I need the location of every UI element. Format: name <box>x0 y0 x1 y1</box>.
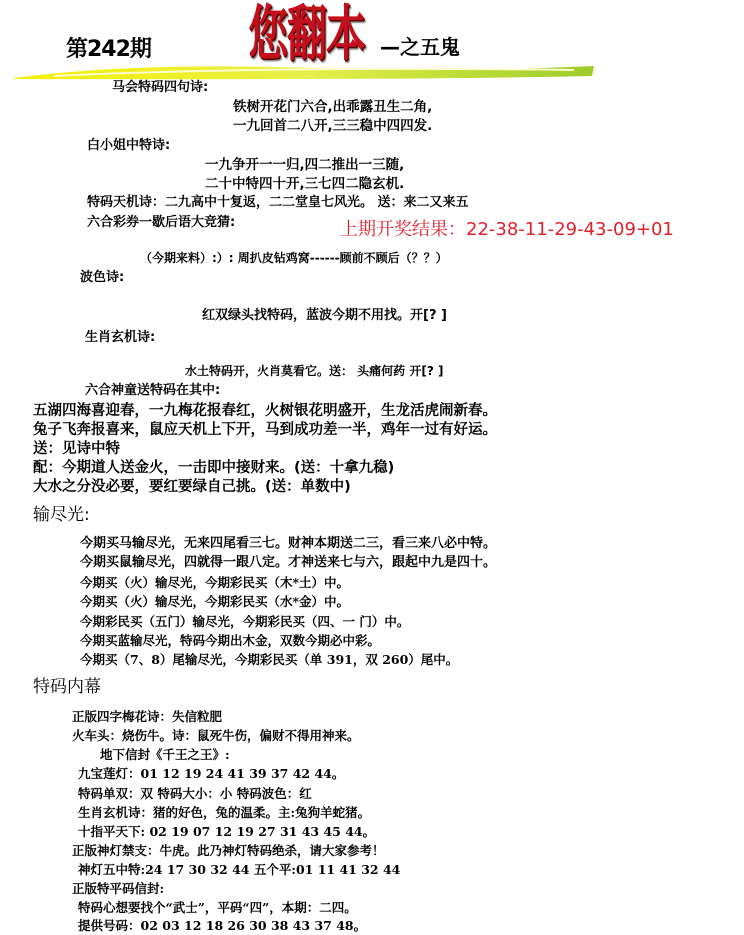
bose-poem: 红双绿头找特码，蓝波今期不用找。开[? ] <box>202 308 447 323</box>
bai-poem-label: 白小姐中特诗: <box>87 138 171 153</box>
page-title: 您翻本 <box>248 0 365 70</box>
shujinguang-line: 今期彩民买（五门）输尽光，今期彩民买（四、一 门）中。 <box>80 614 410 629</box>
neimu-heading: 特码内幕 <box>33 677 101 697</box>
issue-number: 第242期 <box>66 37 151 62</box>
tianji-poem: 特码天机诗：二九高中十复返，二二堂皇七风光。 送：来二又来五 <box>87 195 469 210</box>
shentong-line: 送：见诗中特 <box>33 441 120 457</box>
shengxiao-poem-label: 生肖玄机诗: <box>85 330 156 345</box>
header-swoosh-divider <box>14 60 594 80</box>
neimu-line: 火车头：烧伤牛。诗：鼠死牛伤，偏财不得用神来。 <box>72 728 360 743</box>
neimu-line: 九宝莲灯：01 12 19 24 41 39 37 42 44。 <box>78 766 345 781</box>
bai-poem-line: 二十中特四十开,三七四二隐玄机. <box>205 176 405 192</box>
last-draw-result: 上期开奖结果：22-38-11-29-43-09+01 <box>340 219 674 240</box>
neimu-line: 生肖玄机诗：猪的好色，兔的温柔。主:兔狗羊蛇猪。 <box>78 805 371 820</box>
neimu-line: 神灯五中特:24 17 30 32 44 五个平:01 11 41 32 44 <box>78 862 401 877</box>
shentong-label: 六合神童送特码在其中: <box>85 383 221 398</box>
shentong-line: 大水之分没必要，要红要绿自己挑。(送：单数中) <box>33 479 351 495</box>
shentong-line: 兔子飞奔报喜来，鼠应天机上下开，马到成功差一半，鸡年一过有好运。 <box>33 422 497 438</box>
shengxiao-poem: 水土特码开，火肖莫看它。送： 头痛何药 开[? ] <box>185 364 444 378</box>
shujinguang-line: 今期买蓝输尽光，特码今期出木金，双数今期必中彩。 <box>80 633 381 648</box>
neimu-line: 正版神灯禁支：牛虎。此乃神灯特码绝杀，请大家参考！ <box>72 843 385 858</box>
shujinguang-line: 今期买马输尽光，无来四尾看三七。财神本期送二三，看三来八必中特。 <box>80 536 497 551</box>
shentong-line: 配：今期道人送金火，一击即中接财来。(送：十拿九稳) <box>33 460 395 476</box>
page-subtitle: —之五鬼 <box>380 35 460 59</box>
neimu-line: 地下信封《千王之王》: <box>100 747 230 762</box>
neimu-line: 提供号码：02 03 12 18 26 30 38 43 37 48。 <box>78 918 367 933</box>
shentong-line: 五湖四海喜迎春，一九梅花报春红，火树银花明盛开，生龙活虎闹新春。 <box>33 403 497 419</box>
bose-poem-label: 波色诗: <box>80 270 125 285</box>
mahui-poem-label: 马会特码四句诗: <box>112 80 209 95</box>
neimu-line: 特码单双：双 特码大小：小 特码波色：红 <box>78 786 312 801</box>
neimu-line: 特码心想要找个“武士”，平码“四”，本期：二四。 <box>78 900 357 915</box>
neimu-line: 正版四字梅花诗：失信粒肥 <box>72 709 223 724</box>
shujinguang-line: 今期买（火）输尽光，今期彩民买（水*金）中。 <box>80 594 350 609</box>
mahui-poem-line: 一九回首二八开,三三稳中四四发. <box>233 118 433 134</box>
mahui-poem-line: 铁树开花门六合,出乖露丑生二角, <box>233 99 433 115</box>
neimu-line: 正版特平码信封: <box>72 881 165 896</box>
neimu-line: 十指平天下: 02 19 07 12 19 27 31 43 45 44。 <box>78 824 376 839</box>
shujinguang-line: 今期买鼠输尽光，四就得一跟八定。才神送来七与六，跟起中九是四十。 <box>80 555 497 570</box>
shujinguang-line: 今期买（7、8）尾输尽光，今期彩民买（单 391，双 260）尾中。 <box>80 652 459 667</box>
shujinguang-line: 今期买（火）输尽光，今期彩民买（木*土）中。 <box>80 575 350 590</box>
bai-poem-line: 一九争开一一归,四二推出一三随, <box>205 157 405 173</box>
xiehouyu-text: （今期来料）:）: 周扒皮钻鸡窝------顾前不顾后（？？） <box>140 251 448 265</box>
xiehouyu-label: 六合彩券一歇后语大竞猜: <box>87 215 236 230</box>
shujinguang-heading: 输尽光: <box>33 505 90 525</box>
